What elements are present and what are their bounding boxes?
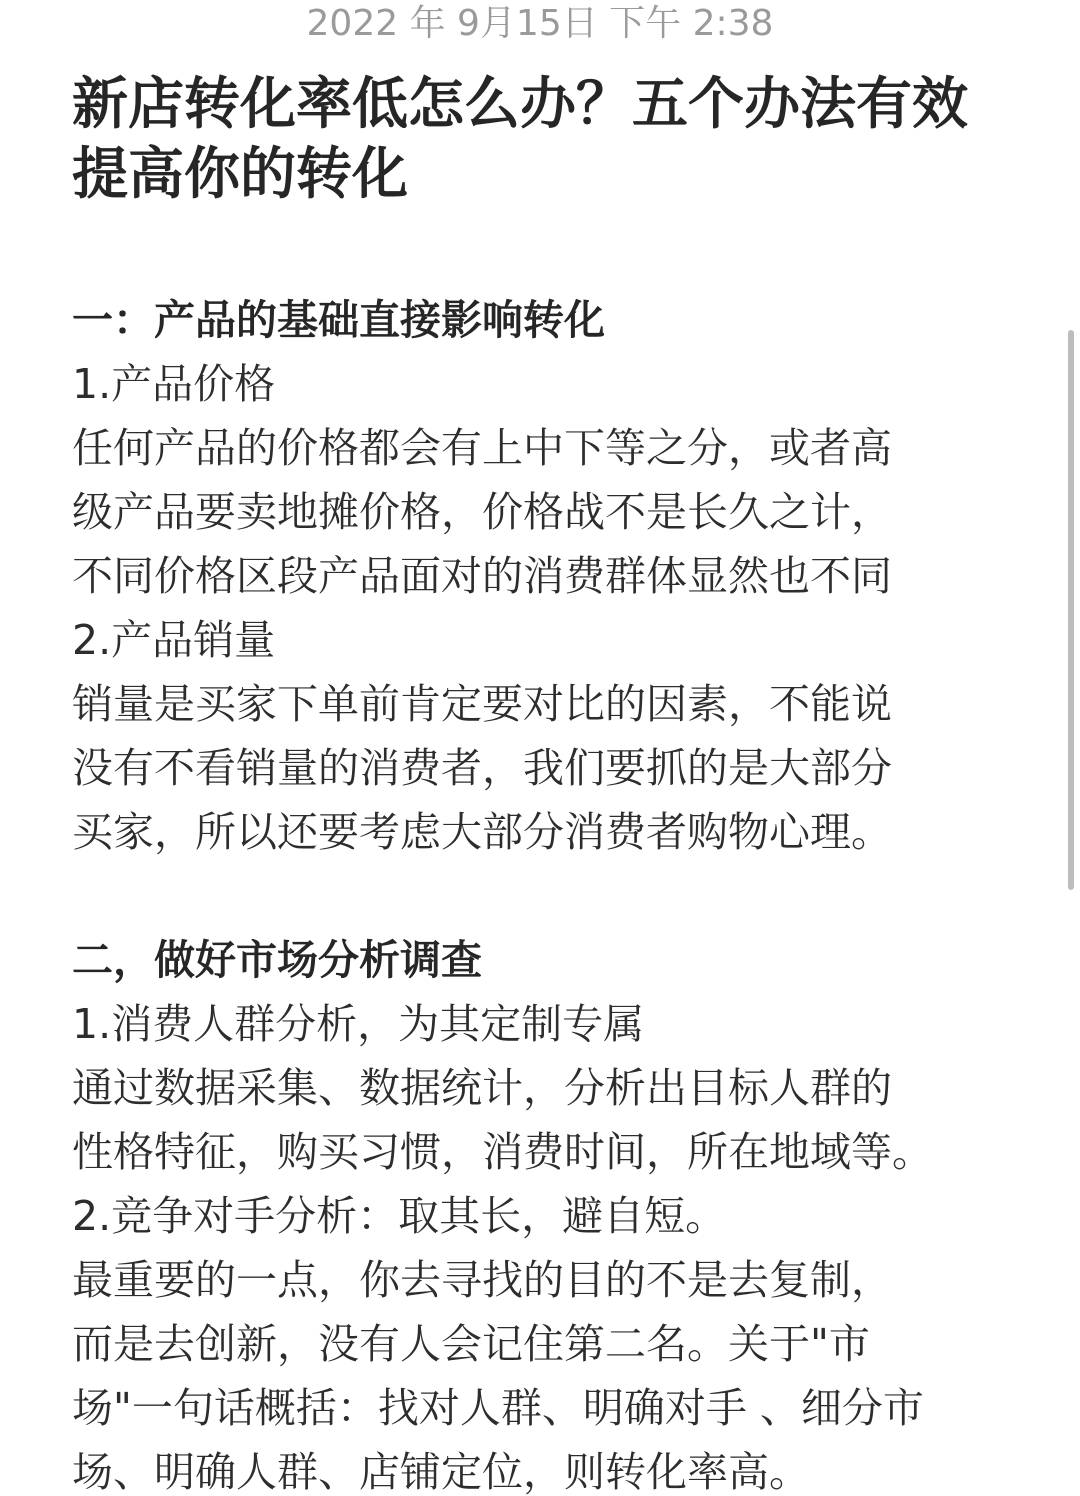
paragraph-line: 销量是买家下单前肯定要对比的因素，不能说 <box>72 680 892 728</box>
paragraph-line: 买家，所以还要考虑大部分消费者购物心理。 <box>72 808 892 856</box>
paragraph-line: 场"一句话概括：找对人群、明确对手 、细分市 <box>72 1384 924 1432</box>
paragraph-line: 级产品要卖地摊价格，价格战不是长久之计， <box>72 488 892 536</box>
paragraph-line: 而是去创新，没有人会记住第二名。关于"市 <box>72 1320 870 1368</box>
paragraph-line: 1.消费人群分析，为其定制专属 <box>72 1000 645 1048</box>
paragraph-line: 2.竞争对手分析：取其长，避自短。 <box>72 1192 727 1240</box>
paragraph-line: 性格特征，购买习惯，消费时间，所在地域等。 <box>72 1128 933 1176</box>
section-heading: 一：产品的基础直接影响转化 <box>72 296 605 344</box>
paragraph-line: 不同价格区段产品面对的消费群体显然也不同 <box>72 552 892 600</box>
section-product-basics <box>72 288 1012 864</box>
paragraph-line: 没有不看销量的消费者，我们要抓的是大部分 <box>72 744 892 792</box>
note-sections <box>72 288 1012 1496</box>
section-market-analysis <box>72 928 1012 1496</box>
paragraph-line: 最重要的一点，你去寻找的目的不是去复制， <box>72 1256 892 1304</box>
note-title: 新店转化率低怎么办？五个办法有效 提高你的转化 <box>72 72 968 207</box>
vertical-scrollbar[interactable] <box>1068 330 1074 890</box>
paragraph-line: 2.产品销量 <box>72 616 276 664</box>
paragraph-line: 场、明确人群、店铺定位，则转化率高。 <box>72 1448 810 1496</box>
note-body[interactable] <box>72 70 1012 1496</box>
paragraph-line: 通过数据采集、数据统计，分析出目标人群的 <box>72 1064 892 1112</box>
section-heading: 二，做好市场分析调查 <box>72 936 482 984</box>
note-timestamp: 2022 年 9月15日 下午 2:38 <box>306 3 774 44</box>
paragraph-line: 1.产品价格 <box>72 360 276 408</box>
paragraph-line: 任何产品的价格都会有上中下等之分，或者高 <box>72 424 892 472</box>
